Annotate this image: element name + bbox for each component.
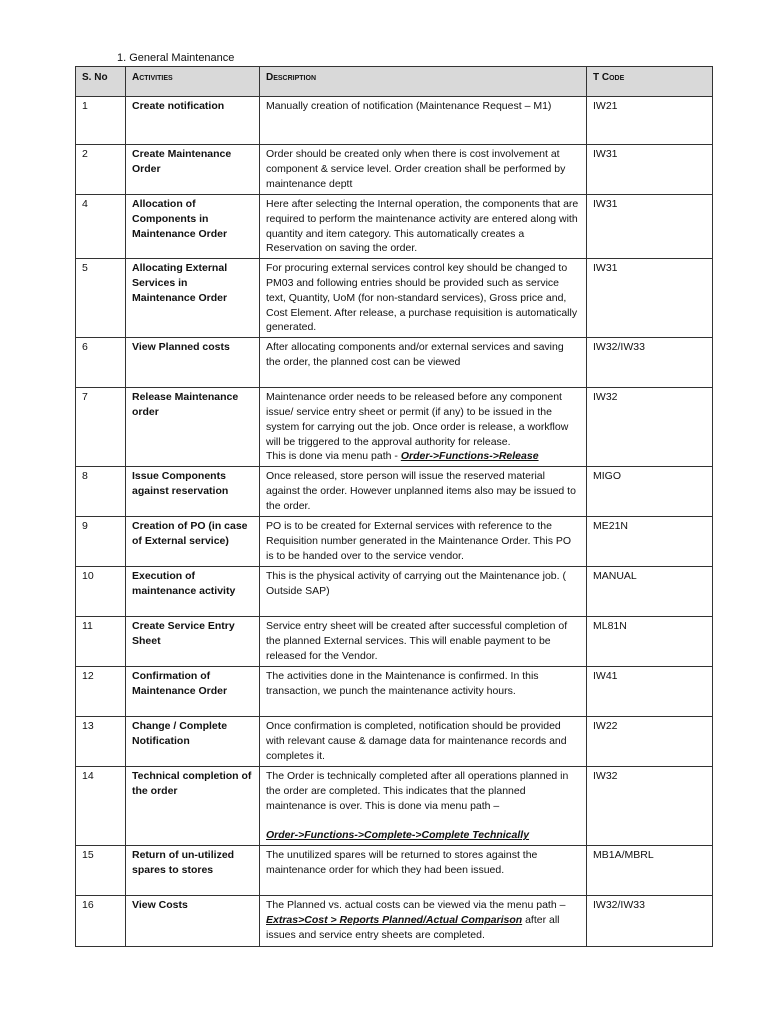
description-extra: This is done via menu path - [266,450,401,463]
table-header-row [76,67,713,97]
row-activity: View Planned costs [126,338,260,388]
table-row [76,517,713,567]
row-tcode: IW31 [587,195,713,259]
row-tcode: IW22 [587,717,713,767]
row-description [260,767,587,846]
description-text: The Planned vs. actual costs can be viewed via the menu path – [266,899,566,912]
row-activity: Allocation of Components in Maintenance Order [126,195,260,259]
table-row [76,846,713,896]
row-sno: 7 [76,388,126,467]
row-activity: Create Service Entry Sheet [126,617,260,667]
header-activities: Activities [126,67,260,97]
row-description: The activities done in the Maintenance is confirmed. In this transaction, we punch the maintenance activity hours. [260,667,587,717]
row-description: Service entry sheet will be created after successful completion of the planned External services. This will enable payment to be released for the Vendor. [260,617,587,667]
row-sno: 8 [76,467,126,517]
table-row [76,667,713,717]
table-row [76,767,713,846]
row-description [260,896,587,947]
row-sno: 9 [76,517,126,567]
row-activity: Creation of PO (in case of External service) [126,517,260,567]
row-description: Manually creation of notification (Maintenance Request – M1) [260,97,587,145]
row-tcode: ML81N [587,617,713,667]
table-row [76,338,713,388]
row-activity: Return of un-utilized spares to stores [126,846,260,896]
row-tcode: IW32/IW33 [587,896,713,947]
row-activity: Release Maintenance order [126,388,260,467]
menu-path: Order->Functions->Release [400,450,539,463]
row-description: Once released, store person will issue the reserved material against the order. However unplanned items also may be issued to the order. [260,467,587,517]
row-activity: Allocating External Services in Maintenance Order [126,259,260,338]
row-description: This is the physical activity of carrying out the Maintenance job. ( Outside SAP) [260,567,587,617]
row-sno: 14 [76,767,126,846]
table-row [76,567,713,617]
row-description: Once confirmation is completed, notification should be provided with relevant cause & damage data for maintenance records and completes it. [260,717,587,767]
row-activity: Create Maintenance Order [126,145,260,195]
row-activity: Technical completion of the order [126,767,260,846]
header-sno: S. No [76,67,126,97]
description-text: The Order is technically completed after all operations planned in the order are completed. This indicates that the planned maintenance is over. This is done via menu path – [266,770,569,812]
row-tcode: IW21 [587,97,713,145]
header-tcode: T Code [587,67,713,97]
menu-path: Extras>Cost > Reports Planned/Actual Comparison [266,913,523,926]
row-sno: 5 [76,259,126,338]
row-sno: 15 [76,846,126,896]
table-row [76,717,713,767]
row-tcode: IW31 [587,145,713,195]
menu-path: Order->Functions->Complete->Complete Technically [266,829,530,842]
row-tcode: IW32 [587,767,713,846]
row-tcode: MB1A/MBRL [587,846,713,896]
row-sno: 10 [76,567,126,617]
row-sno: 1 [76,97,126,145]
row-description: PO is to be created for External services with reference to the Requisition number generated in the Maintenance Order. This PO is to be handed over to the service vendor. [260,517,587,567]
row-sno: 13 [76,717,126,767]
row-tcode: IW31 [587,259,713,338]
row-tcode: IW32/IW33 [587,338,713,388]
table-row [76,97,713,145]
row-sno: 16 [76,896,126,947]
header-description: Description [260,67,587,97]
row-tcode: IW32 [587,388,713,467]
row-sno: 4 [76,195,126,259]
row-description: After allocating components and/or external services and saving the order, the planned cost can be viewed [260,338,587,388]
maintenance-table [75,66,713,947]
section-heading: 1. General Maintenance [117,52,235,64]
table-row [76,388,713,467]
row-tcode: MANUAL [587,567,713,617]
table-row [76,467,713,517]
row-description: For procuring external services control key should be changed to PM03 and following entries should be provided such as service text, Quantity, UoM (for non-standard services), Gross price and, Cost Element. After release, a purchase requisition is automatically generated. [260,259,587,338]
table-row [76,195,713,259]
row-sno: 2 [76,145,126,195]
row-sno: 6 [76,338,126,388]
table-row [76,259,713,338]
description-after: after all issues and service entry sheets are completed. [266,913,560,941]
row-activity: Change / Complete Notification [126,717,260,767]
row-activity: Execution of maintenance activity [126,567,260,617]
row-description: The unutilized spares will be returned to stores against the maintenance order for which they had been issued. [260,846,587,896]
row-sno: 12 [76,667,126,717]
row-description: Order should be created only when there is cost involvement at component & service level. Order creation shall be performed by maintenance deptt [260,145,587,195]
row-description [260,388,587,467]
row-description: Here after selecting the Internal operation, the components that are required to perform the maintenance activity are entered along with quantity and item category. This automatically creates a Reservation on saving the order. [260,195,587,259]
table-row [76,617,713,667]
row-activity: View Costs [126,896,260,947]
description-text: Maintenance order needs to be released before any component issue/ service entry sheet or permit (if any) to be issued in the system for carrying out the job. Once order is release, a workflow will be triggered to the approval authority for release. [266,391,569,448]
row-activity: Create notification [126,97,260,145]
row-tcode: IW41 [587,667,713,717]
row-tcode: ME21N [587,517,713,567]
table-row [76,145,713,195]
row-sno: 11 [76,617,126,667]
table-row [76,896,713,947]
row-activity: Issue Components against reservation [126,467,260,517]
row-activity: Confirmation of Maintenance Order [126,667,260,717]
row-tcode: MIGO [587,467,713,517]
